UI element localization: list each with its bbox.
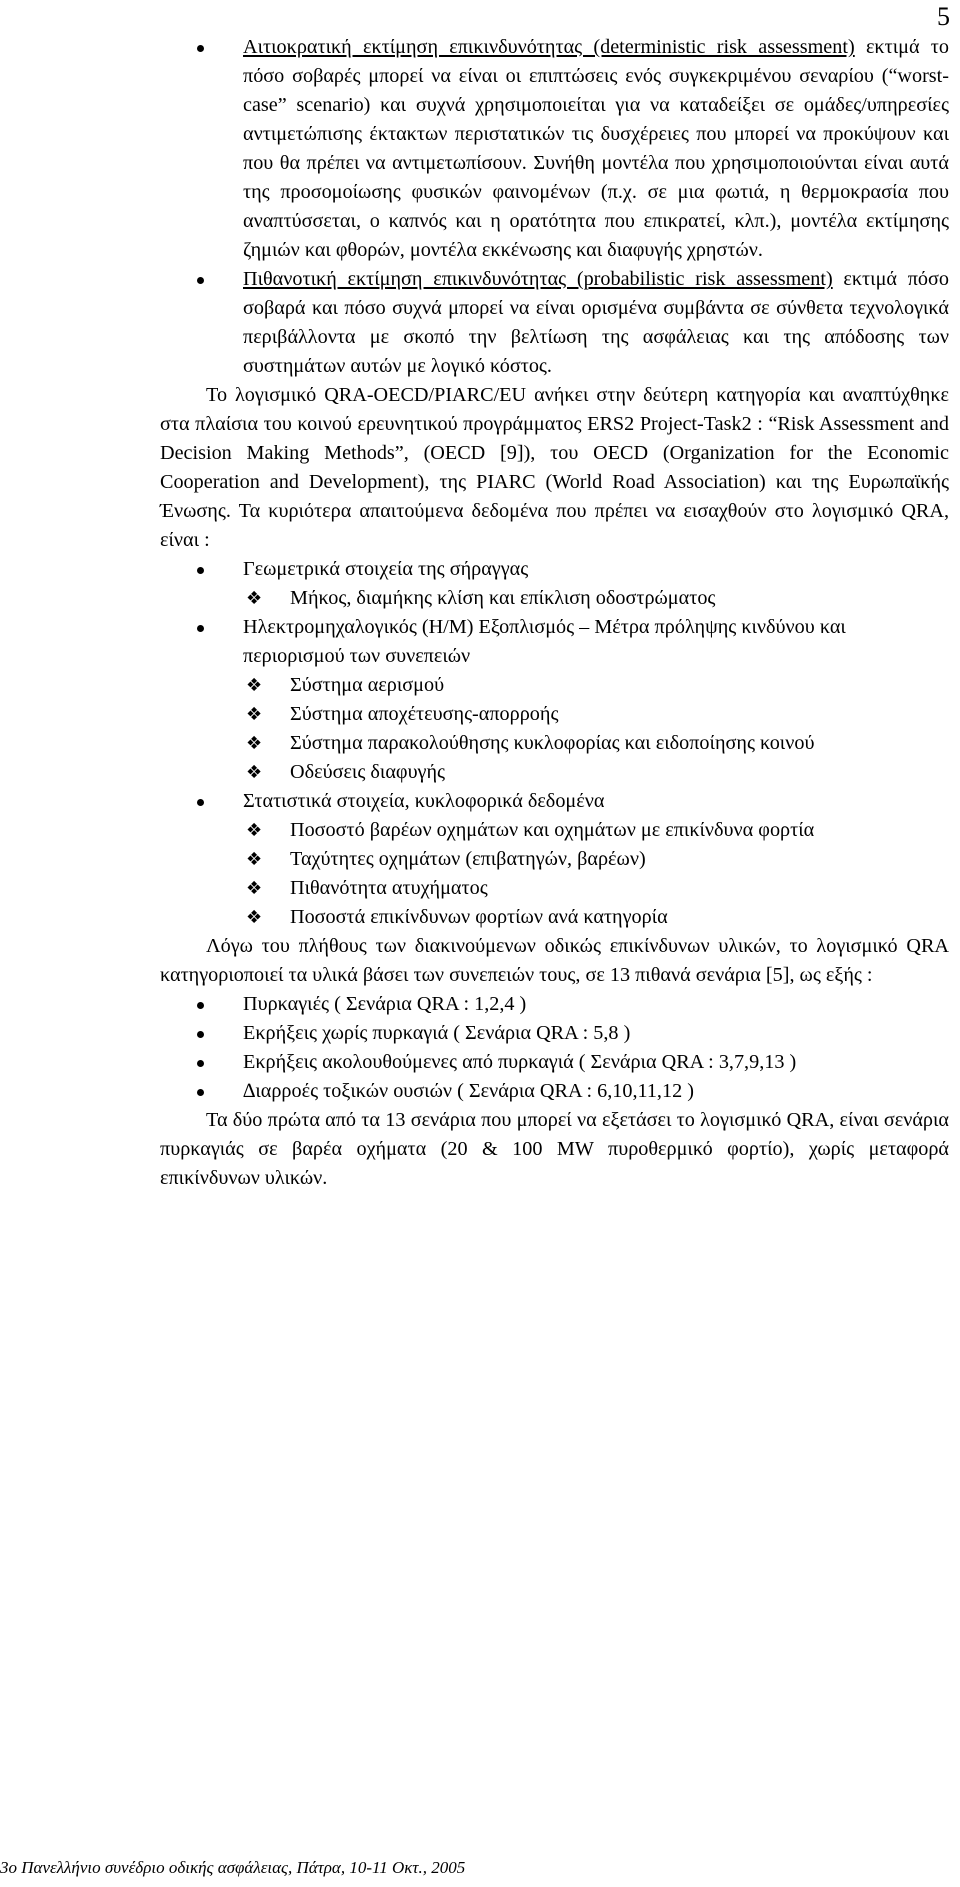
bullet-deterministic: [160, 33, 949, 265]
bullet-probabilistic: [160, 265, 949, 381]
sub-list-item: ❖ Μήκος, διαμήκης κλίση και επίκλιση οδοστρώματος: [160, 584, 949, 613]
bullet-dot-icon: [197, 277, 204, 284]
paragraph-fire-scenarios: Τα δύο πρώτα από τα 13 σενάρια που μπορεί να εξετάσει το λογισμικό QRA, είναι σενάρια πυρκαγιάς σε βαρέα οχήματα (20 & 100 MW πυροθερμικό φορτίο), χωρίς μεταφορά επικίνδυνων υλικών.: [160, 1109, 949, 1189]
sub-list-item: ❖ Σύστημα παρακολούθησης κυκλοφορίας και ειδοποίησης κοινού: [160, 729, 949, 758]
list-item: Εκρήξεις χωρίς πυρκαγιά ( Σενάρια QRA : 5,8 ): [160, 1019, 949, 1048]
term-deterministic: Αιτιοκρατική εκτίμηση επικινδυνότητας (deterministic risk assessment): [243, 36, 855, 58]
diamond-bullet-icon: ❖: [246, 878, 263, 899]
diamond-bullet-icon: ❖: [246, 675, 263, 696]
sub-list-item: ❖ Ποσοστά επικίνδυνων φορτίων ανά κατηγορία: [160, 903, 949, 932]
list-item: Πυρκαγιές ( Σενάρια QRA : 1,2,4 ): [160, 990, 949, 1019]
sub-list-item: ❖ Ταχύτητες οχημάτων (επιβατηγών, βαρέων): [160, 845, 949, 874]
list-item: Εκρήξεις ακολουθούμενες από πυρκαγιά ( Σενάρια QRA : 3,7,9,13 ): [160, 1048, 949, 1077]
document-body: [160, 33, 949, 1193]
sub-list-item: ❖ Πιθανότητα ατυχήματος: [160, 874, 949, 903]
required-data-list: [160, 555, 949, 932]
bullet-dot-icon: [197, 1031, 204, 1038]
sub-list-item: ❖ Σύστημα αερισμού: [160, 671, 949, 700]
diamond-bullet-icon: ❖: [246, 704, 263, 725]
bullet-dot-icon: [197, 45, 204, 52]
bullet-dot-icon: [197, 567, 204, 574]
diamond-bullet-icon: ❖: [246, 733, 263, 754]
bullet-probabilistic-text: εκτιμά πόσο σοβαρά και πόσο συχνά μπορεί να είναι ορισμένα συμβάντα σε σύνθετα τεχνολογικά περιβάλλοντα με σκοπό την βελτίωση της ασφάλειας και της απόδοσης των συστημάτων αυτών με λογικό κόστος.: [243, 268, 949, 377]
list-item: Ηλεκτρομηχαλογικός (Η/Μ) Εξοπλισμός – Μέτρα πρόληψης κινδύνου και περιορισμού των συνεπειών: [160, 613, 949, 671]
list-item: Γεωμετρικά στοιχεία της σήραγγας: [160, 555, 949, 584]
diamond-bullet-icon: ❖: [246, 762, 263, 783]
scenario-list: [160, 990, 949, 1106]
bullet-dot-icon: [197, 1002, 204, 1009]
diamond-bullet-icon: ❖: [246, 588, 263, 609]
page-number: 5: [937, 2, 950, 31]
bullet-deterministic-text: εκτιμά το πόσο σοβαρές μπορεί να είναι οι επιπτώσεις ενός συγκεκριμένου σεναρίου (“worst-case” scenario) και συχνά χρησιμοποιείται για να καταδείξει σε ομάδες/υπηρεσίες αντιμετώπισης έκτακτων περιστατικών τις δυσχέρειες που μπορεί να προκύψουν και που θα πρέπει να αντιμετωπίσουν. Συνήθη μοντέλα που χρησιμοποιούνται είναι αυτά της προσομοίωσης φυσικών φαινομένων (π.χ. σε μια φωτιά, η θερμοκρασία που αναπτύσσεται, ο καπνός και η ορατότητα που επικρατεί, κλπ.), μοντέλα εκτίμησης ζημιών και φθορών, μοντέλα εκκένωσης και διαφυγής χρηστών.: [243, 36, 949, 261]
paragraph-qra-intro: Το λογισμικό QRA-OECD/PIARC/EU ανήκει στην δεύτερη κατηγορία και αναπτύχθηκε στα πλαίσια του κοινού ερευνητικού προγράμματος ERS2 Project-Task2 : “Risk Assessment and Decision Making Methods”, (OECD [9]), του OECD (Organization for the Economic Cooperation and Development), της PIARC (World Road Association) και της Ευρωπαϊκής Ένωσης. Τα κυριότερα απαιτούμενα δεδομένα που πρέπει να εισαχθούν στο λογισμικό QRA, είναι :: [160, 384, 949, 551]
diamond-bullet-icon: ❖: [246, 907, 263, 928]
bullet-dot-icon: [197, 799, 204, 806]
diamond-bullet-icon: ❖: [246, 820, 263, 841]
sub-list-item: ❖ Ποσοστό βαρέων οχημάτων και οχημάτων με επικίνδυνα φορτία: [160, 816, 949, 845]
list-item: Στατιστικά στοιχεία, κυκλοφορικά δεδομένα: [160, 787, 949, 816]
bullet-dot-icon: [197, 1089, 204, 1096]
page-footer: 3ο Πανελλήνιο συνέδριο οδικής ασφάλειας, Πάτρα, 10-11 Οκτ., 2005: [0, 1858, 466, 1877]
sub-list-item: ❖ Σύστημα αποχέτευσης-απορροής: [160, 700, 949, 729]
bullet-dot-icon: [197, 625, 204, 632]
list-item: ∆ιαρροές τοξικών ουσιών ( Σενάρια QRA : 6,10,11,12 ): [160, 1077, 949, 1106]
diamond-bullet-icon: ❖: [246, 849, 263, 870]
paragraph-scenarios-intro: Λόγω του πλήθους των διακινούμενων οδικώς επικίνδυνων υλικών, το λογισμικό QRA κατηγοριοποιεί τα υλικά βάσει των συνεπειών τους, σε 13 πιθανά σενάρια [5], ως εξής :: [160, 935, 949, 986]
sub-list-item: ❖ Οδεύσεις διαφυγής: [160, 758, 949, 787]
term-probabilistic: Πιθανοτική εκτίμηση επικινδυνότητας (probabilistic risk assessment): [243, 268, 833, 290]
bullet-dot-icon: [197, 1060, 204, 1067]
